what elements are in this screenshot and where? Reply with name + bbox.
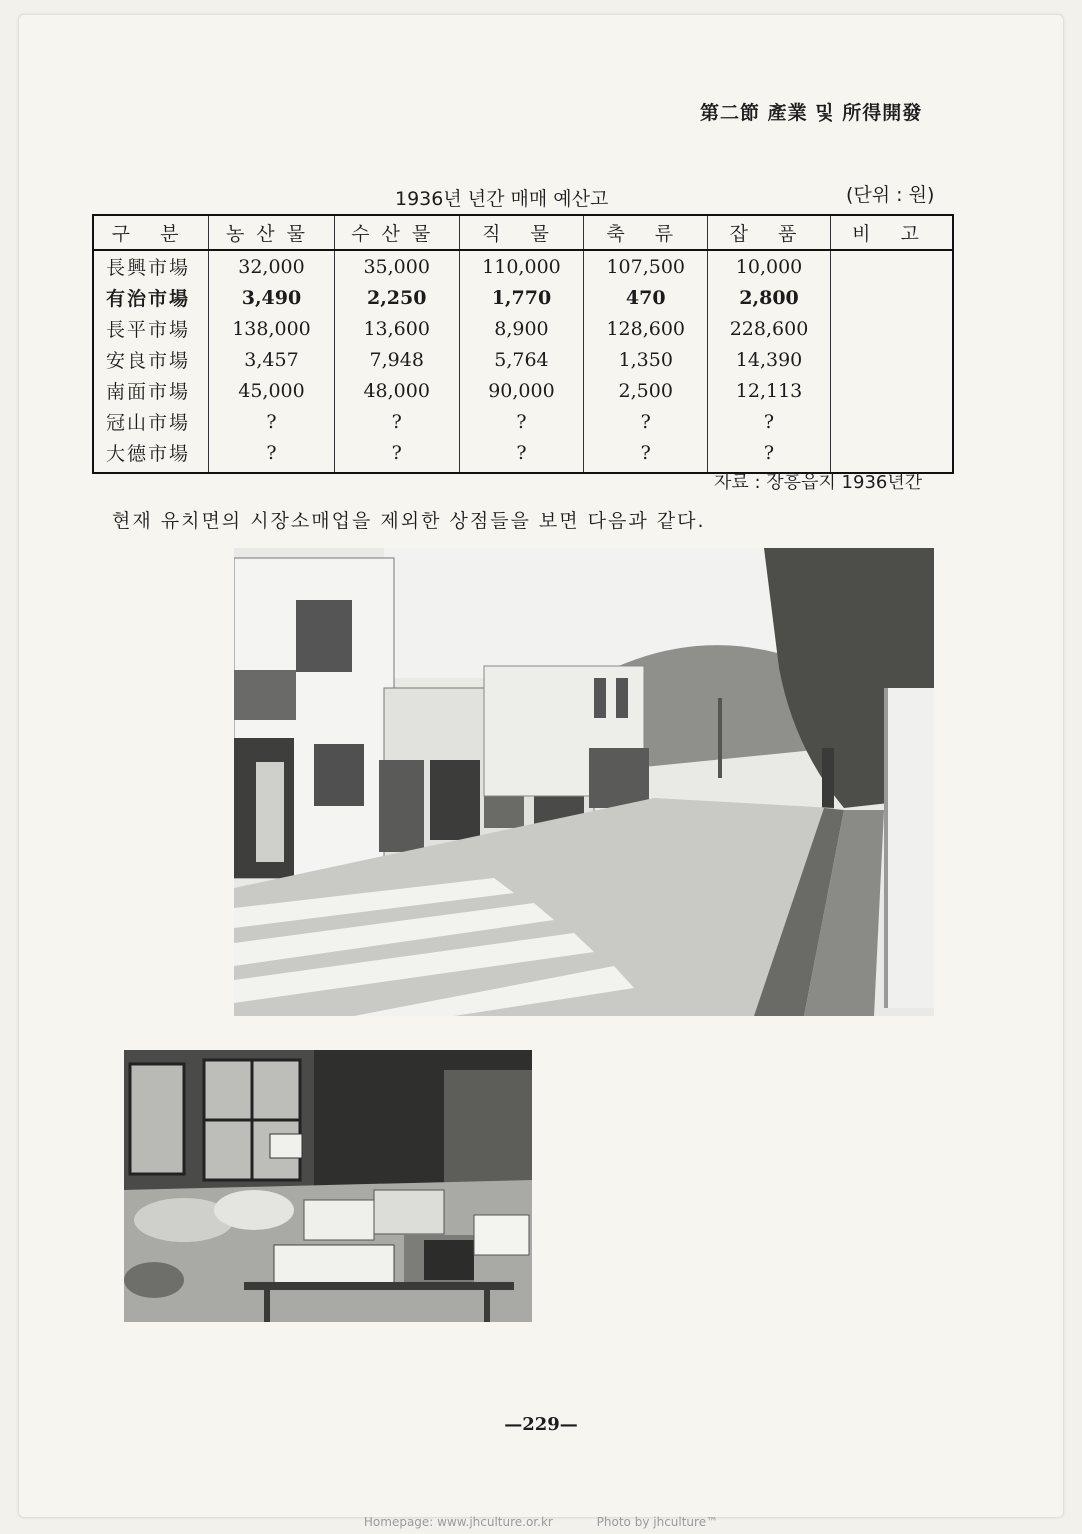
table-cell: 470	[584, 282, 708, 313]
table-cell	[830, 375, 953, 406]
body-paragraph: 현재 유치면의 시장소매업을 제외한 상점들을 보면 다음과 같다.	[112, 510, 706, 532]
table-cell	[830, 313, 953, 344]
market-name: 南面市場	[93, 375, 209, 406]
column-header: 구 분	[93, 215, 209, 250]
table-cell: 107,500	[584, 250, 708, 282]
market-name: 有治市場	[93, 282, 209, 313]
running-head: 第二節 產業 및 所得開發	[700, 102, 923, 124]
column-header: 수산물	[334, 215, 459, 250]
table-cell: 10,000	[708, 250, 831, 282]
table-cell: ?	[584, 437, 708, 473]
market-name: 大德市場	[93, 437, 209, 473]
table-cell: 2,800	[708, 282, 831, 313]
table-cell	[830, 406, 953, 437]
market-name: 冠山市場	[93, 406, 209, 437]
table-cell: ?	[209, 437, 335, 473]
table-cell	[830, 282, 953, 313]
table-row	[93, 282, 953, 313]
market-name: 長平市場	[93, 313, 209, 344]
table-cell: 128,600	[584, 313, 708, 344]
market-sales-table	[92, 214, 954, 474]
table-cell: ?	[708, 406, 831, 437]
table-cell: 45,000	[209, 375, 335, 406]
table-cell: ?	[334, 437, 459, 473]
table-cell	[830, 250, 953, 282]
table-cell: 7,948	[334, 344, 459, 375]
goods-display-photo	[124, 1050, 532, 1322]
street-photo	[234, 548, 934, 1016]
table-cell: 1,770	[459, 282, 584, 313]
table-cell: 138,000	[209, 313, 335, 344]
table-cell: ?	[459, 437, 584, 473]
column-header: 잡 품	[708, 215, 831, 250]
table-cell: 12,113	[708, 375, 831, 406]
table-row	[93, 406, 953, 437]
table-cell: 110,000	[459, 250, 584, 282]
table-cell: 2,250	[334, 282, 459, 313]
table-cell: 13,600	[334, 313, 459, 344]
table-row	[93, 375, 953, 406]
table-cell: ?	[209, 406, 335, 437]
table-cell: 2,500	[584, 375, 708, 406]
page-number: —229—	[504, 1414, 578, 1435]
column-header: 축 류	[584, 215, 708, 250]
market-name: 安良市場	[93, 344, 209, 375]
table-cell: 3,490	[209, 282, 335, 313]
table-title: 1936년 년간 매매 예산고	[395, 188, 609, 210]
table-row	[93, 313, 953, 344]
footer	[0, 1515, 1082, 1529]
table-cell: 48,000	[334, 375, 459, 406]
table-cell: ?	[708, 437, 831, 473]
homepage-link[interactable]: Homepage: www.jhculture.or.kr	[363, 1515, 553, 1529]
table-cell: 35,000	[334, 250, 459, 282]
table-row	[93, 250, 953, 282]
table-cell: 228,600	[708, 313, 831, 344]
table-cell: ?	[459, 406, 584, 437]
photo-credit: Photo by jhculture™	[596, 1515, 719, 1529]
table-cell: ?	[584, 406, 708, 437]
table-cell	[830, 344, 953, 375]
table-cell: 8,900	[459, 313, 584, 344]
market-name: 長興市場	[93, 250, 209, 282]
table-cell: 5,764	[459, 344, 584, 375]
table-cell: 90,000	[459, 375, 584, 406]
table-cell: 32,000	[209, 250, 335, 282]
table-cell: 3,457	[209, 344, 335, 375]
table-cell: 14,390	[708, 344, 831, 375]
table-row	[93, 344, 953, 375]
column-header: 농산물	[209, 215, 335, 250]
table-cell: 1,350	[584, 344, 708, 375]
table-cell: ?	[334, 406, 459, 437]
unit-note: (단위 : 원)	[846, 184, 935, 206]
column-header: 비 고	[830, 215, 953, 250]
table-source-note: 자료 : 장흥읍지 1936년간	[714, 472, 923, 493]
column-header: 직 물	[459, 215, 584, 250]
table-header-row	[93, 215, 953, 250]
